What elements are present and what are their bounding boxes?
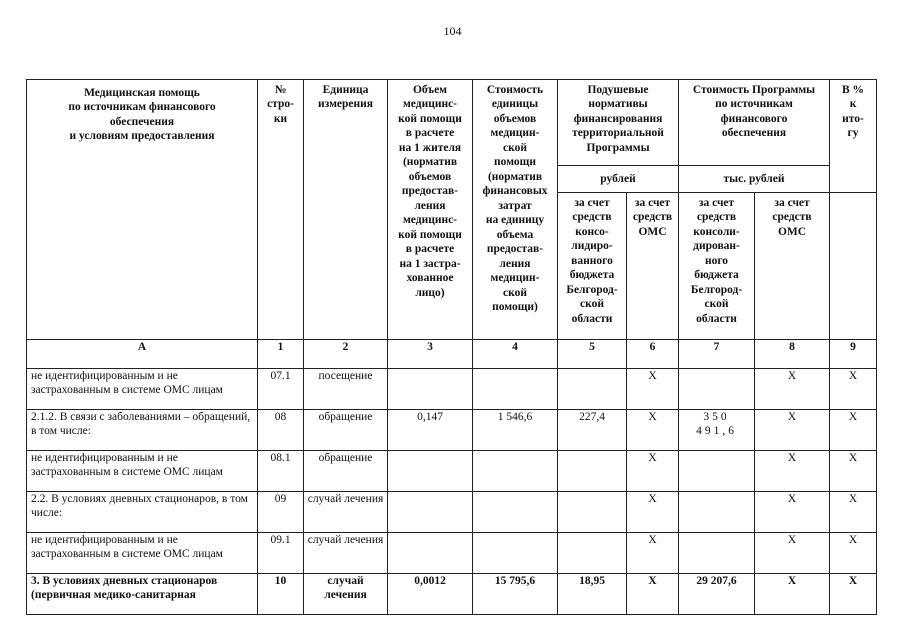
row-number: 09.1: [258, 533, 304, 574]
row-number: 09: [258, 492, 304, 533]
row-volume: 0,0012: [388, 574, 473, 615]
row-percent: Х: [830, 410, 877, 451]
row-oms-cost: Х: [755, 492, 830, 533]
index-cell: 8: [755, 340, 830, 369]
row-oms-per-capita: Х: [627, 492, 679, 533]
row-budget-per-capita: [558, 451, 627, 492]
row-volume: 0,147: [388, 410, 473, 451]
column-index-row: [27, 340, 877, 369]
row-unit: случай лечения: [304, 533, 388, 574]
row-oms-cost: Х: [755, 574, 830, 615]
header-row-no: № стро- ки: [258, 80, 304, 340]
table-row: [27, 451, 877, 492]
header-thousand-rubles: тыс. рублей: [679, 166, 830, 193]
row-budget-per-capita: 18,95: [558, 574, 627, 615]
header-sub9-empty: [830, 193, 877, 340]
index-cell: 5: [558, 340, 627, 369]
row-name: 2.2. В условиях дневных стационаров, в том числе:: [27, 492, 258, 533]
index-cell: 7: [679, 340, 755, 369]
row-budget-cost: 29 207,6: [679, 574, 755, 615]
row-budget-cost: [679, 492, 755, 533]
row-unit: обращение: [304, 410, 388, 451]
row-name: не идентифицированным и не застрахованным в системе ОМС лицам: [27, 369, 258, 410]
row-budget-cost: [679, 451, 755, 492]
row-budget-cost: 350 491,6: [679, 410, 755, 451]
row-budget-per-capita: [558, 533, 627, 574]
row-percent: Х: [830, 369, 877, 410]
row-oms-per-capita: Х: [627, 451, 679, 492]
table-row: [27, 533, 877, 574]
row-name: не идентифицированным и не застрахованным в системе ОМС лицам: [27, 533, 258, 574]
table-row: [27, 492, 877, 533]
row-percent: Х: [830, 451, 877, 492]
row-percent: Х: [830, 574, 877, 615]
header-sub7: за счет средств консоли- дирован- ного бюджета Белгород- ской области: [679, 193, 755, 340]
row-name: не идентифицированным и не застрахованным в системе ОМС лицам: [27, 451, 258, 492]
index-cell: 3: [388, 340, 473, 369]
index-cell: 4: [473, 340, 558, 369]
table-row: [27, 410, 877, 451]
row-name: 3. В условиях дневных стационаров (первичная медико-санитарная: [27, 574, 258, 615]
row-oms-per-capita: Х: [627, 574, 679, 615]
row-budget-cost: [679, 369, 755, 410]
row-cost: [473, 533, 558, 574]
header-cost: Стоимость единицы объемов медицин- ской помощи (норматив финансовых затрат на единицу объема предостав- ления медицин- ской помощи): [473, 80, 558, 340]
row-volume: [388, 451, 473, 492]
row-volume: [388, 369, 473, 410]
row-cost: 1 546,6: [473, 410, 558, 451]
header-unit: Единица измерения: [304, 80, 388, 340]
header-per-capita: Подушевые нормативы финансирования территориальной Программы: [558, 80, 679, 166]
row-volume: [388, 533, 473, 574]
row-number: 08.1: [258, 451, 304, 492]
row-cost: [473, 369, 558, 410]
row-oms-cost: Х: [755, 369, 830, 410]
index-cell: 2: [304, 340, 388, 369]
index-cell: 6: [627, 340, 679, 369]
row-budget-per-capita: [558, 492, 627, 533]
row-number: 07.1: [258, 369, 304, 410]
header-sub5: за счет средств консо- лидиро- ванного бюджета Белгород- ской области: [558, 193, 627, 340]
row-budget-per-capita: 227,4: [558, 410, 627, 451]
header-volume: Объем медицинс- кой помощи в расчете на 1 жителя (норматив объемов предостав- ления медицинс- кой помощи в расчете на 1 застра- хованное лицо): [388, 80, 473, 340]
table-row: [27, 369, 877, 410]
row-budget-per-capita: [558, 369, 627, 410]
row-oms-cost: Х: [755, 410, 830, 451]
row-unit: случай лечения: [304, 492, 388, 533]
row-cost: [473, 451, 558, 492]
row-percent: Х: [830, 533, 877, 574]
header-sub8: за счет средств ОМС: [755, 193, 830, 340]
row-cost: 15 795,6: [473, 574, 558, 615]
row-oms-cost: Х: [755, 451, 830, 492]
header-percent: В % к ито- гу: [830, 80, 877, 193]
index-cell: 1: [258, 340, 304, 369]
row-oms-per-capita: Х: [627, 410, 679, 451]
header-rubles: рублей: [558, 166, 679, 193]
row-number: 10: [258, 574, 304, 615]
header-col-a: Медицинская помощь по источникам финансового обеспечения и условиям предоставления: [27, 80, 258, 340]
row-percent: Х: [830, 492, 877, 533]
row-name: 2.1.2. В связи с заболеваниями – обращений, в том числе:: [27, 410, 258, 451]
header-program-cost: Стоимость Программы по источникам финансового обеспечения: [679, 80, 830, 166]
row-unit: посещение: [304, 369, 388, 410]
row-budget-cost: [679, 533, 755, 574]
page-number: 104: [443, 24, 462, 38]
financing-table: [26, 79, 877, 615]
row-number: 08: [258, 410, 304, 451]
row-unit: обращение: [304, 451, 388, 492]
row-oms-per-capita: Х: [627, 533, 679, 574]
index-cell: 9: [830, 340, 877, 369]
row-cost: [473, 492, 558, 533]
header-sub6: за счет средств ОМС: [627, 193, 679, 340]
row-oms-per-capita: Х: [627, 369, 679, 410]
table-row: [27, 574, 877, 615]
row-volume: [388, 492, 473, 533]
row-oms-cost: Х: [755, 533, 830, 574]
index-cell: А: [27, 340, 258, 369]
row-unit: случай лечения: [304, 574, 388, 615]
